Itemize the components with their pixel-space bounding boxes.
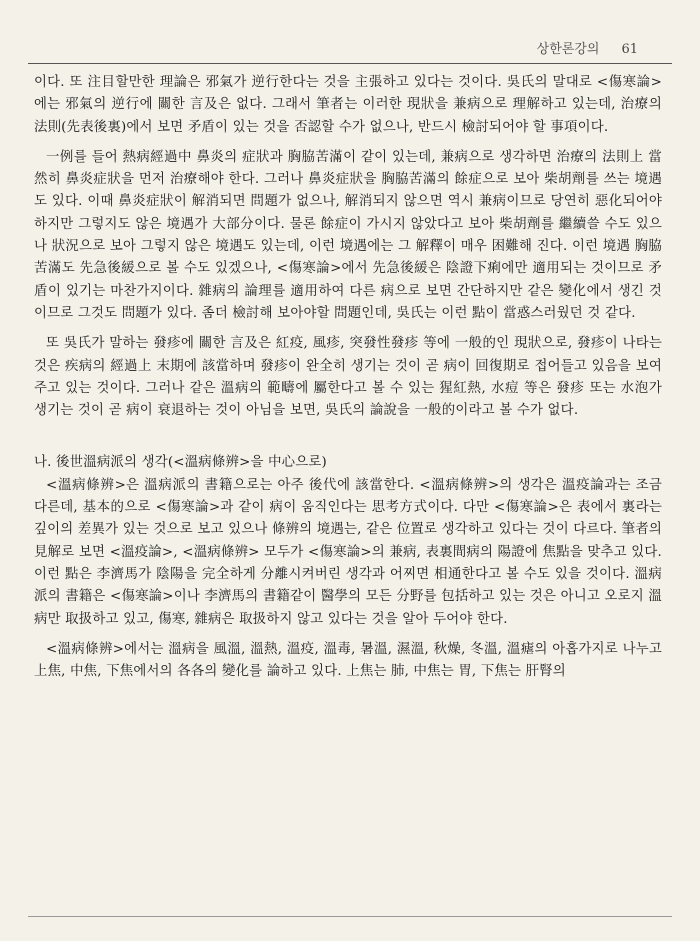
running-header — [537, 38, 638, 57]
section-paragraph-2: <溫病條辨>에서는 溫病을 風溫, 溫熱, 溫疫, 溫毒, 暑溫, 濕溫, 秋燥, 冬溫, 溫瘧의 아홉가지로 나누고 上焦, 中焦, 下焦에서의 各各의 變化를 論하고 있다. 上焦는 肺, 中焦는 胃, 下焦는 肝腎의 — [34, 641, 662, 680]
body-text — [34, 72, 662, 691]
page-number: 61 — [621, 42, 638, 57]
footer-rule — [28, 916, 672, 917]
section-heading: 나. 後世溫病派의 생각(<溫病條辨>을 中心으로) — [34, 455, 327, 471]
paragraph-2: 一例를 들어 熱病經過中 鼻炎의 症狀과 胸脇苦滿이 같이 있는데, 兼病으로 생각하면 治療의 法則上 當然히 鼻炎症狀을 먼저 治療해야 한다. 그러나 鼻炎症狀을 胸脇苦滿의 餘症으로 보아 柴胡劑를 쓰는 境遇도 있다. 이때 鼻炎症狀이 解消되면 問題가 없으나, 解消되지 않으면 역시 兼病이므로 당연히 惡化되어야 하지만 그렇지도 않은 境遇가 大部分이다. 물론 餘症이 가시지 않았다고 보아 柴胡劑를 繼續쓸 수도 있으나 狀況으로 보아 그렇지 않은 境遇도 있는데, 이런 境遇에는 그 解釋이 매우 困難해 진다. 이런 境遇 胸脇苦滿도 先急後緩으로 볼 수도 있겠으나, <傷寒論>에서 先急後緩은 陰證下痢에만 適用되는 것이므로 矛盾이 있기는 마찬가지이다. 雜病의 論理를 適用하여 다른 病으로 보면 간단하지만 같은 變化에서 생긴 것이므로 그것도 問題가 있다. 좀더 檢討해 보아야할 問題인데, 吳氏는 이런 點이 當惑스러웠던 것 같다. — [34, 149, 662, 321]
paragraph-1: 이다. 또 注目할만한 理論은 邪氣가 逆行한다는 것을 主張하고 있다는 것이다. 吳氏의 말대로 <傷寒論>에는 邪氣의 逆行에 關한 言及은 없다. 그래서 筆者는 이러한 現狀을 兼病으로 理解하고 있는데, 治療의 法則(先表後裏)에서 보면 矛盾이 있는 것을 否認할 수가 없으나, 반드시 檢討되어야 할 事項이다. — [34, 75, 662, 135]
header-rule — [28, 63, 672, 64]
paragraph-3: 또 吳氏가 말하는 發疹에 關한 言及은 紅疫, 風疹, 突發性發疹 等에 一般的인 現狀으로, 發疹이 나타는 것은 疾病의 經過上 末期에 該當하며 發疹이 완全히 생기는 것이 곧 病이 回復期로 접어들고 있음을 보여주고 있는 것이다. 그러나 같은 溫病의 範疇에 屬한다고 볼 수 있는 猩紅熱, 水痘 等은 發疹 또는 水泡가 생기는 것이 곧 病이 衰退하는 것이 아님을 보면, 吳氏의 論說을 一般的이라고 볼 수가 없다. — [34, 336, 662, 419]
running-title: 상한론강의 — [536, 42, 600, 57]
section-paragraph-1: <溫病條辨>은 溫病派의 書籍으로는 아주 後代에 該當한다. <溫病條辨>의 생각은 溫疫論과는 조금 다른데, 基本的으로 <傷寒論>과 같이 病이 움직인다는 思考方式이다. 다만 <傷寒論>은 表에서 裏라는 깊이의 差異가 있는 것으로 보고 있으나 條辨의 境遇는, 같은 位置로 생각하고 있다는 것이 다르다. 筆者의 見解로 보면 <溫疫論>, <溫病條辨> 모두가 <傷寒論>의 兼病, 表裏間病의 陽證에 焦點을 맞추고 있다. 이런 點은 李濟馬가 陰陽을 完全하게 分離시켜버린 생각과 어찌면 相通한다고 볼 수도 있을 것이다. 溫病派의 書籍은 <傷寒論>이나 李濟馬의 書籍같이 醫學의 모든 分野를 包括하고 있는 것은 아니고 오로지 溫病만 取扱하고 있고, 傷寒, 雜病은 取扱하지 않고 있다는 것을 알아 두어야 한다. — [34, 477, 662, 627]
